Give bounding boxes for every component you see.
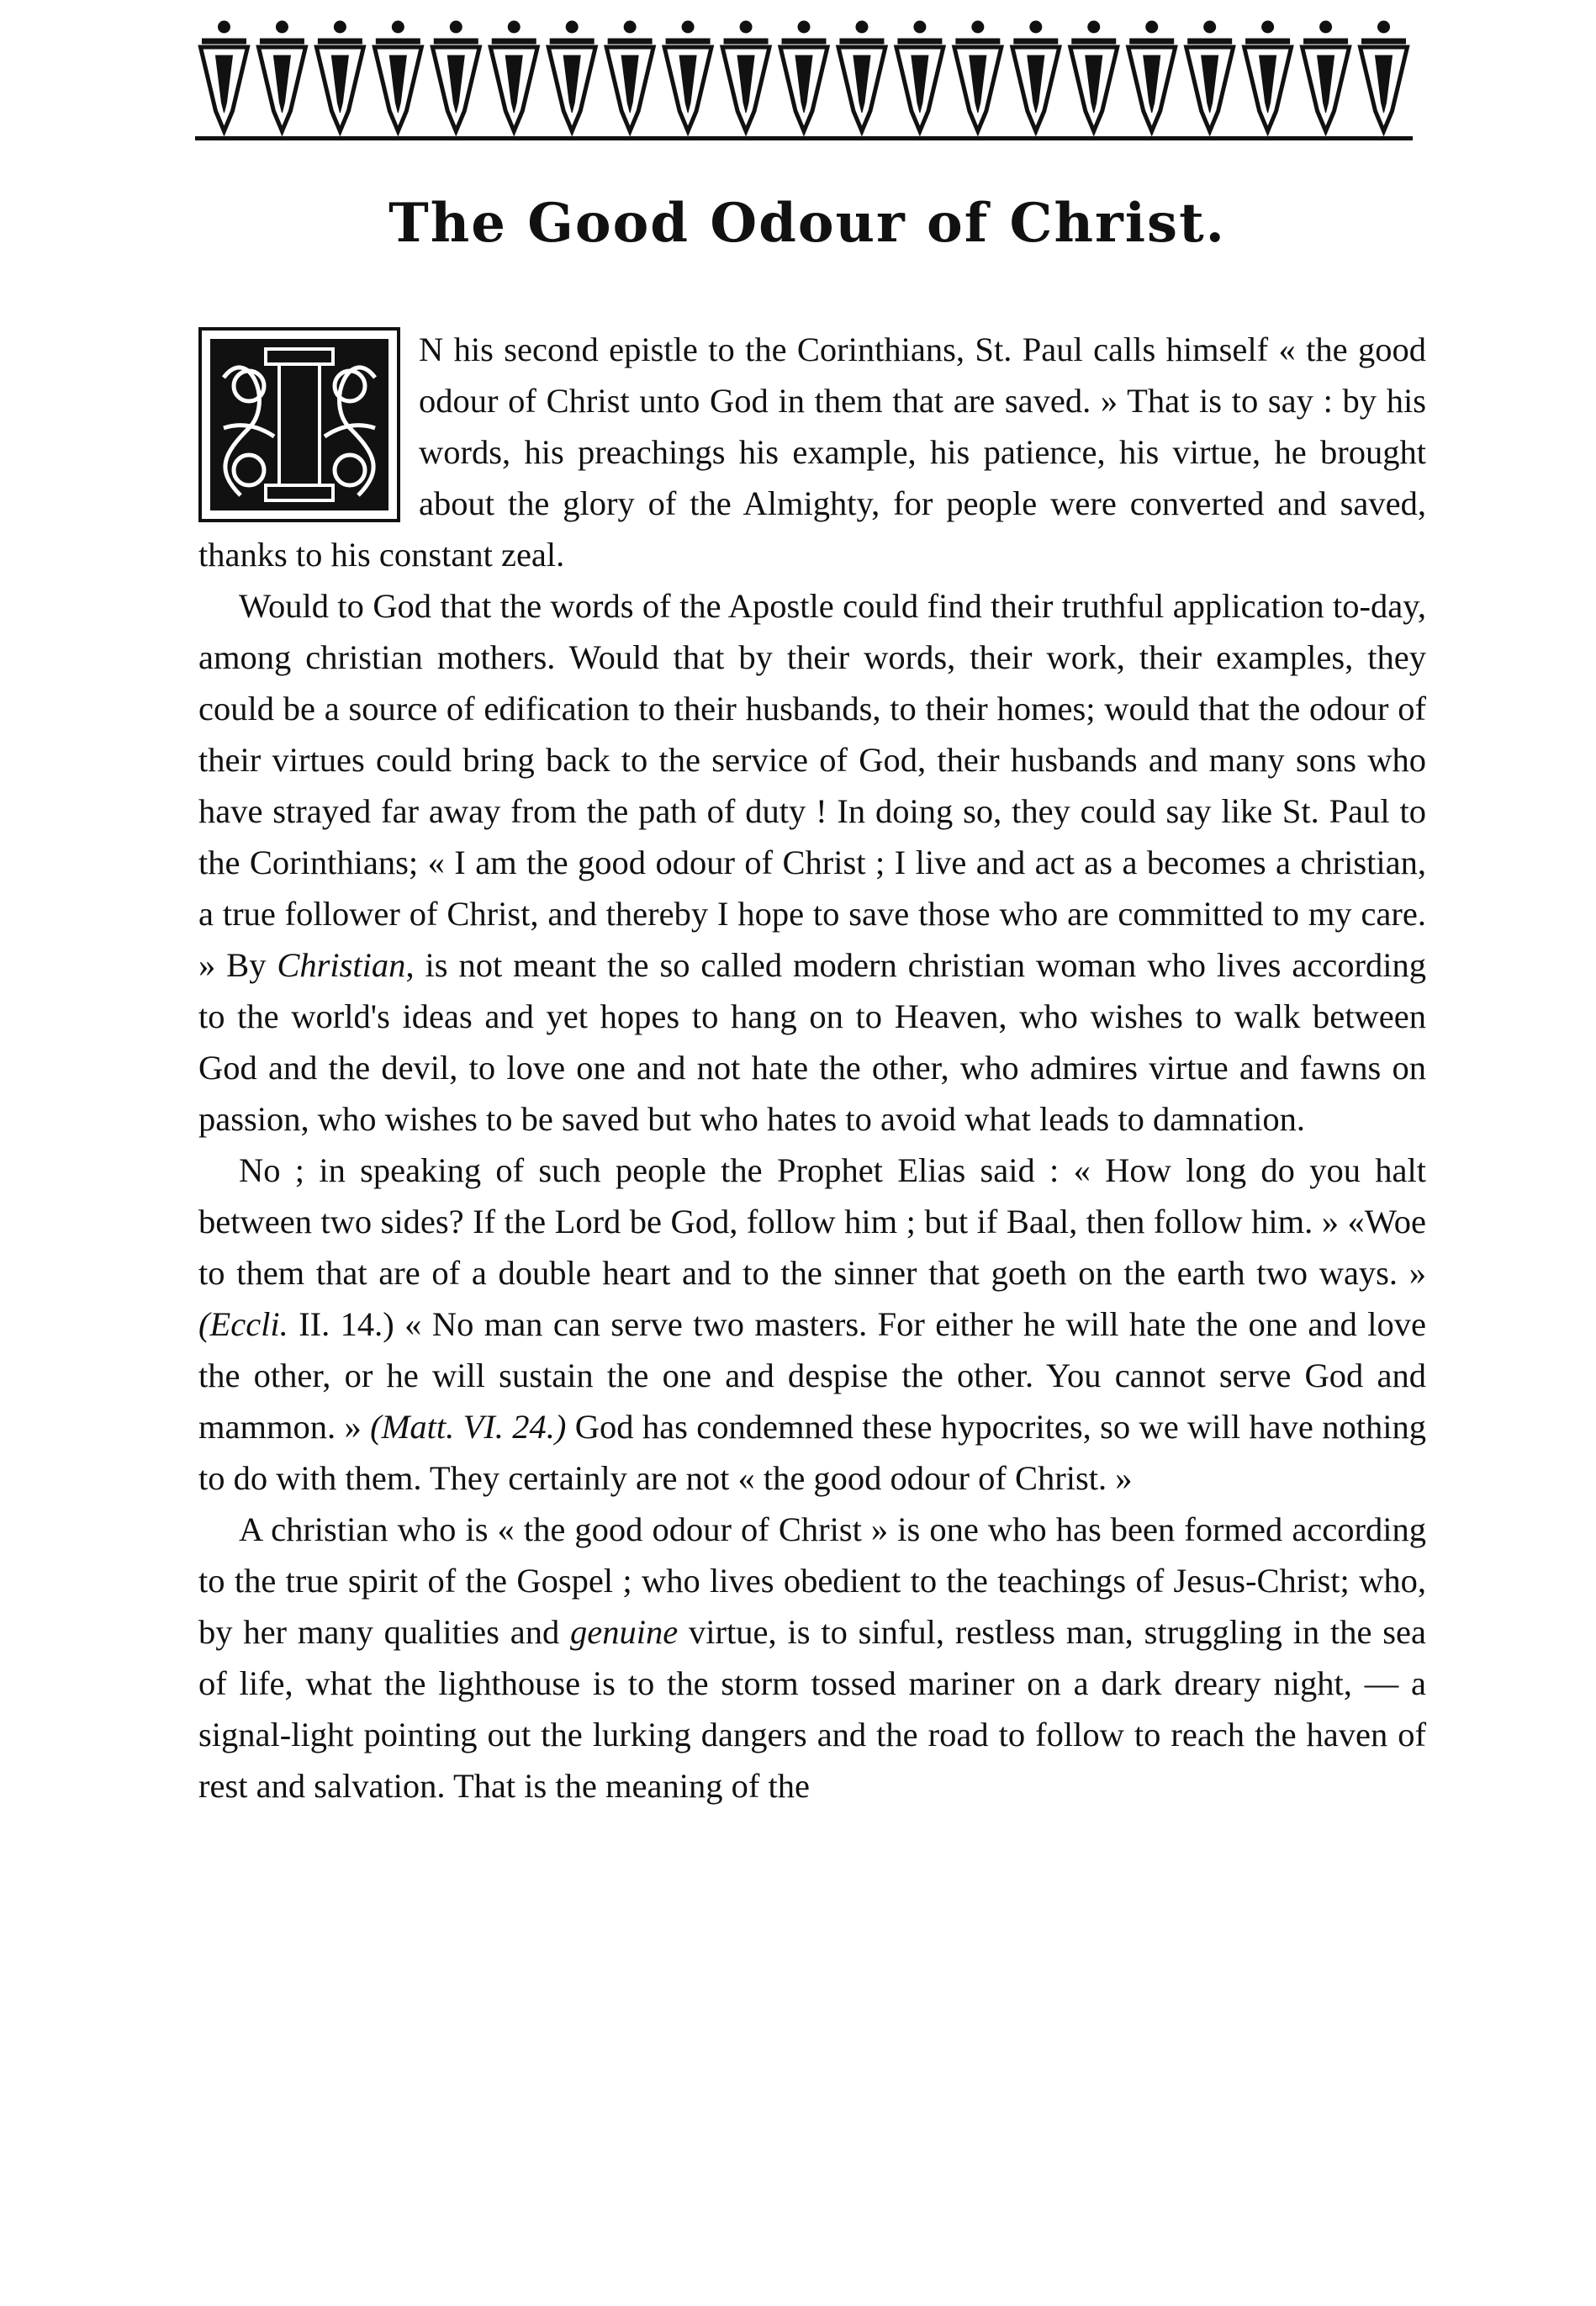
- ornament-motif-icon: [1128, 21, 1176, 131]
- ornament-motif-icon: [606, 21, 653, 131]
- ornament-motif-icon: [374, 21, 421, 131]
- paragraph-text: God has condemned these hypocrites, so we will have nothing to do with them. They certainly are not « the good odour of Christ. »: [198, 1408, 1427, 1497]
- drop-cap: [198, 327, 400, 522]
- ornament-motif-icon: [316, 21, 363, 131]
- paragraph-2: [198, 580, 1426, 1145]
- italic-text: (Eccli.: [198, 1305, 288, 1343]
- paragraph-1: [198, 324, 1426, 580]
- paragraph-text: A christian who is « the good odour of Christ » is one who has been formed according to the true spirit of the Gospel ; who lives obedient to the teachings of Jesus-Christ; who, by her many qualities and: [198, 1510, 1426, 1651]
- paragraph-text: virtue, is to sinful, restless man, struggling in the sea of life, what the lighthouse is to the storm tossed mariner on a dark dreary night, — a signal-light pointing out the lurking dangers and the road to follow to reach the haven of rest and salvation. That is the meaning of the: [198, 1613, 1426, 1805]
- ornament-motif-icon: [548, 21, 595, 131]
- ornament-motif-icon: [722, 21, 769, 131]
- ornament-motif-icon: [780, 21, 827, 131]
- paragraph-text: , is not meant the so called modern christian woman who lives according to the world's ideas and yet hopes to hang on to Heaven, who wishes to walk between God and the devil, to love one and not hate the other, who admires virtue and fawns on passion, who wishes to be saved but who hates to avoid what leads to damnation.: [198, 946, 1426, 1138]
- page-title: The Good Odour of Christ.: [388, 192, 1226, 255]
- paragraph-text: Would to God that the words of the Apostle could find their truthful application to-day, among christian mothers. Would that by their words, their work, their examples, they could be a source of edification to their husbands, to their homes; would that the odour of their virtues could bring back to the service of God, their husbands and many sons who have strayed far away from the path of duty ! In doing so, they could say like St. Paul to the Corinthians; « I am the good odour of Christ ; I live and act as a becomes a christian, a true follower of Christ, and thereby I hope to save those who are committed to my care. » By: [198, 587, 1426, 984]
- ornament-motif-icon: [258, 21, 305, 131]
- ornament-motif-icon: [432, 21, 479, 131]
- paragraph-text: No ; in speaking of such people the Prophet Elias said : « How long do you halt between two sides? If the Lord be God, follow him ; but if Baal, then follow him. » «Woe to them that are of a double heart and to the sinner that goeth on the earth two ways. »: [198, 1151, 1426, 1292]
- ornament-motif-icon: [1012, 21, 1060, 131]
- ornament-motif-icon: [1303, 21, 1350, 131]
- ornament-motif-icon: [1186, 21, 1234, 131]
- ornament-motif-icon: [838, 21, 885, 131]
- ornament-motif-icon: [1245, 21, 1292, 131]
- ornament-motif-icon: [1361, 21, 1408, 131]
- ornament-motif-icon: [664, 21, 711, 131]
- ornament-motif-icon: [200, 21, 247, 131]
- ornament-motif-icon: [954, 21, 1001, 131]
- paragraph-text: II. 14.) « No man can serve two masters. For either he will hate the one and love the other, or he will sustain the one and despise the other. You cannot serve God and mammon. »: [198, 1305, 1426, 1446]
- ornament-motif-icon: [490, 21, 537, 131]
- paragraph-4: [198, 1504, 1426, 1811]
- italic-text: genuine: [570, 1613, 679, 1651]
- paragraph-text: N his second epistle to the Corinthians, St. Paul calls himself « the good odour of Christ unto God in them that are saved. » That is to say : by his words, his preachings his example, his patience, his virtue, he brought about the glory of the Almighty, for people were converted and saved, thanks to his constant zeal.: [198, 331, 1426, 574]
- italic-text: (Matt. VI. 24.): [370, 1408, 567, 1446]
- italic-text: Christian: [277, 946, 406, 984]
- ornament-motif-icon: [896, 21, 943, 131]
- paragraph-3: [198, 1145, 1426, 1504]
- ornamental-header-border: [195, 19, 1413, 146]
- body-text: [198, 324, 1426, 1811]
- ornament-motif-icon: [1070, 21, 1118, 131]
